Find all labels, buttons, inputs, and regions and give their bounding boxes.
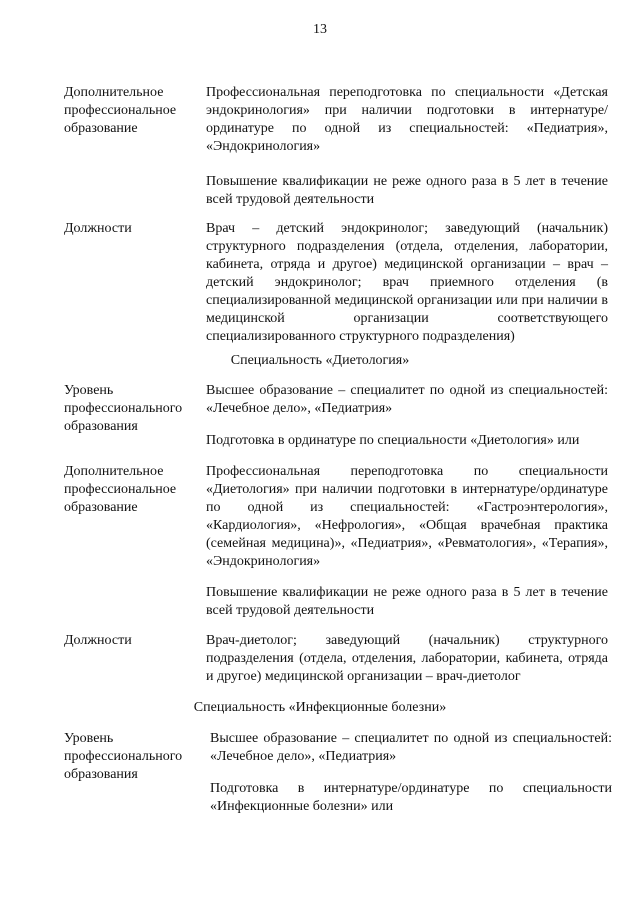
label-positions: Должности: [64, 221, 132, 236]
label-positions: Должности: [64, 633, 132, 648]
label-education-level: Уровень профессионального образования: [64, 731, 183, 782]
label-additional-education: Дополнительное профессиональное образование: [64, 464, 177, 515]
text-positions: Врач – детский эндокринолог; заведующий (начальник) структурного подразделения (отдела, отделения, лаборатории, кабинета, отряда и другое) медицинской организации – врач – детский эндокринолог; врач приемного отделения (в специализированной медицинской организации или при наличии в медицинской организации соответствующего специализированного структурного подразделения): [206, 221, 608, 344]
specialty-heading-dietology: Специальность «Диетология»: [230, 353, 410, 368]
label-additional-education: Дополнительное профессиональное образование: [64, 85, 177, 136]
text-retraining: Профессиональная переподготовка по специальности «Детская эндокринология» при наличии подготовки в интернатуре/ординатуре по одной из специальностей: «Педиатрия», «Эндокринология»: [206, 85, 608, 154]
text-retraining: Профессиональная переподготовка по специальности «Диетология» при наличии подготовки в интернатуре/ординатуре по одной из специальностей: «Гастроэнтерология», «Кардиология», «Нефрология», «Общая врачебная практика (семейная медицина)», «Педиатрия», «Ревматология», «Терапия», «Эндокринология»: [206, 464, 608, 569]
text-higher-education: Высшее образование – специалитет по одной из специальностей: «Лечебное дело», «Педиатрия»: [210, 731, 612, 764]
text-qualification: Повышение квалификации не реже одного раза в 5 лет в течение всей трудовой деятельности: [206, 585, 608, 618]
text-residency: Подготовка в интернатуре/ординатуре по специальности «Инфекционные болезни» или: [210, 781, 612, 814]
text-qualification: Повышение квалификации не реже одного раза в 5 лет в течение всей трудовой деятельности: [206, 174, 608, 207]
label-education-level: Уровень профессионального образования: [64, 383, 183, 434]
text-positions: Врач-диетолог; заведующий (начальник) структурного подразделения (отдела, отделения, лаборатории, кабинета, отряда и другое) медицинской организации – врач-диетолог: [206, 633, 608, 684]
text-higher-education: Высшее образование – специалитет по одной из специальностей: «Лечебное дело», «Педиатрия»: [206, 383, 608, 416]
specialty-heading-infectious: Специальность «Инфекционные болезни»: [193, 700, 447, 715]
page-number: 13: [313, 22, 327, 37]
text-residency: Подготовка в ординатуре по специальности «Диетология» или: [206, 433, 580, 448]
